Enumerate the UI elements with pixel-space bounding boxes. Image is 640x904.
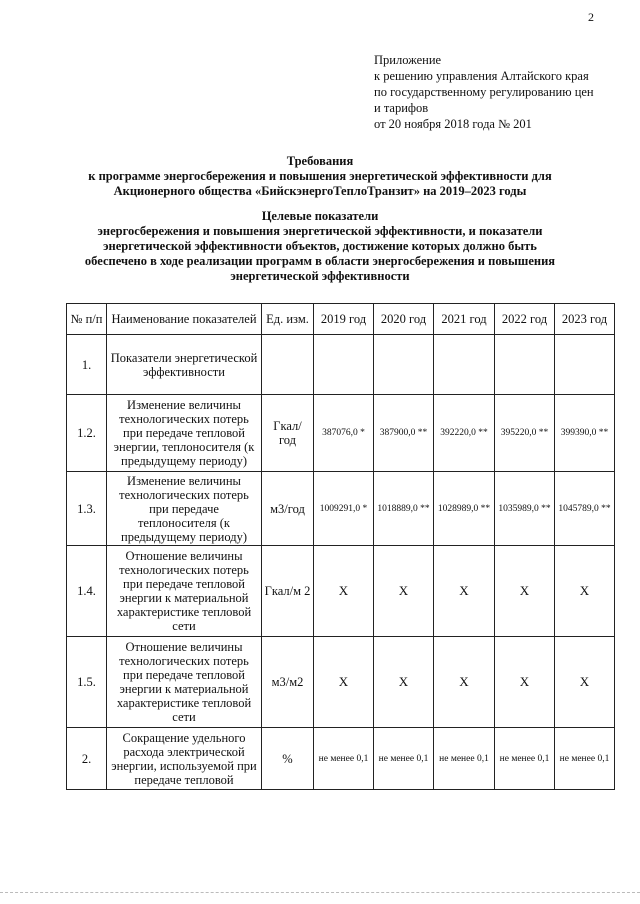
row-value: 387900,0 **: [374, 395, 434, 472]
row-name: Изменение величины технологических потерь при передаче тепловой энергии, теплоносителя (к предыдущему периоду): [107, 395, 262, 472]
row-value: Х: [555, 546, 615, 637]
row-unit: Гкал/м 2: [262, 546, 314, 637]
row-value: не менее 0,1: [555, 728, 615, 790]
indicators-table: [66, 303, 615, 790]
row-value: не менее 0,1: [314, 728, 374, 790]
targets-subtitle-line: энергетической эффективности: [230, 269, 410, 283]
targets-subtitle-line: энергетической эффективности объектов, достижение которых должно быть: [103, 239, 537, 253]
row-value: 1018889,0 **: [374, 472, 434, 546]
row-value: Х: [374, 637, 434, 728]
appendix-line: от 20 ноября 2018 года № 201: [374, 117, 532, 131]
header-year: 2021 год: [434, 304, 495, 335]
row-unit: м3/год: [262, 472, 314, 546]
appendix-line: к решению управления Алтайского края: [374, 69, 589, 83]
table-row: [67, 335, 615, 395]
row-value: Х: [314, 637, 374, 728]
row-unit: [262, 335, 314, 395]
row-num: 1.: [67, 335, 107, 395]
requirements-subtitle-line: Акционерного общества «БийскэнергоТеплоТранзит» на 2019–2023 годы: [113, 184, 527, 198]
page-bottom-divider: [0, 892, 640, 893]
row-value: Х: [495, 637, 555, 728]
row-value: 1028989,0 **: [434, 472, 495, 546]
row-value: 1035989,0 **: [495, 472, 555, 546]
row-value: Х: [434, 637, 495, 728]
row-value: [495, 335, 555, 395]
header-num: № п/п: [67, 304, 107, 335]
row-value: 395220,0 **: [495, 395, 555, 472]
row-num: 1.4.: [67, 546, 107, 637]
row-num: 2.: [67, 728, 107, 790]
requirements-heading: [0, 154, 640, 199]
row-num: 1.5.: [67, 637, 107, 728]
table-row: [67, 728, 615, 790]
header-unit: Ед. изм.: [262, 304, 314, 335]
row-name: Показатели энергетической эффективности: [107, 335, 262, 395]
row-num: 1.3.: [67, 472, 107, 546]
row-num: 1.2.: [67, 395, 107, 472]
row-value: Х: [374, 546, 434, 637]
row-value: [314, 335, 374, 395]
row-value: 387076,0 *: [314, 395, 374, 472]
table-row: [67, 395, 615, 472]
page-number: 2: [588, 10, 594, 24]
table-row: [67, 472, 615, 546]
header-year: 2019 год: [314, 304, 374, 335]
row-value: 1009291,0 *: [314, 472, 374, 546]
row-name: Отношение величины технологических потерь при передаче тепловой энергии к материальной характеристике тепловой сети: [107, 546, 262, 637]
row-value: [374, 335, 434, 395]
header-name: Наименование показателей: [107, 304, 262, 335]
row-unit: Гкал/ год: [262, 395, 314, 472]
row-value: Х: [495, 546, 555, 637]
row-value: Х: [314, 546, 374, 637]
row-value: Х: [555, 637, 615, 728]
row-value: 399390,0 **: [555, 395, 615, 472]
table-row: [67, 637, 615, 728]
row-value: 392220,0 **: [434, 395, 495, 472]
appendix-header: [374, 52, 594, 132]
appendix-line: по государственному регулированию цен: [374, 85, 594, 99]
targets-subtitle-line: энергосбережения и повышения энергетической эффективности, и показатели: [97, 224, 543, 238]
row-value: [434, 335, 495, 395]
targets-subtitle-line: обеспечено в ходе реализации программ в области энергосбережения и повышения: [84, 254, 556, 268]
row-value: Х: [434, 546, 495, 637]
header-year: 2023 год: [555, 304, 615, 335]
row-value: 1045789,0 **: [555, 472, 615, 546]
targets-title: Целевые показатели: [261, 209, 379, 223]
row-value: не менее 0,1: [434, 728, 495, 790]
row-name: Отношение величины технологических потерь при передаче тепловой энергии к материальной характеристике тепловой сети: [107, 637, 262, 728]
appendix-line: Приложение: [374, 53, 442, 67]
table-header-row: [67, 304, 615, 335]
table-row: [67, 546, 615, 637]
header-year: 2022 год: [495, 304, 555, 335]
row-unit: м3/м2: [262, 637, 314, 728]
row-value: не менее 0,1: [374, 728, 434, 790]
header-year: 2020 год: [374, 304, 434, 335]
targets-heading: [0, 209, 640, 284]
row-value: [555, 335, 615, 395]
row-value: не менее 0,1: [495, 728, 555, 790]
requirements-title: Требования: [286, 154, 354, 168]
row-name: Сокращение удельного расхода электрической энергии, используемой при передаче тепловой: [107, 728, 262, 790]
row-unit: %: [262, 728, 314, 790]
row-name: Изменение величины технологических потерь при передаче теплоносителя (к предыдущему периоду): [107, 472, 262, 546]
appendix-line: и тарифов: [374, 101, 429, 115]
requirements-subtitle-line: к программе энергосбережения и повышения энергетической эффективности для: [88, 169, 552, 183]
